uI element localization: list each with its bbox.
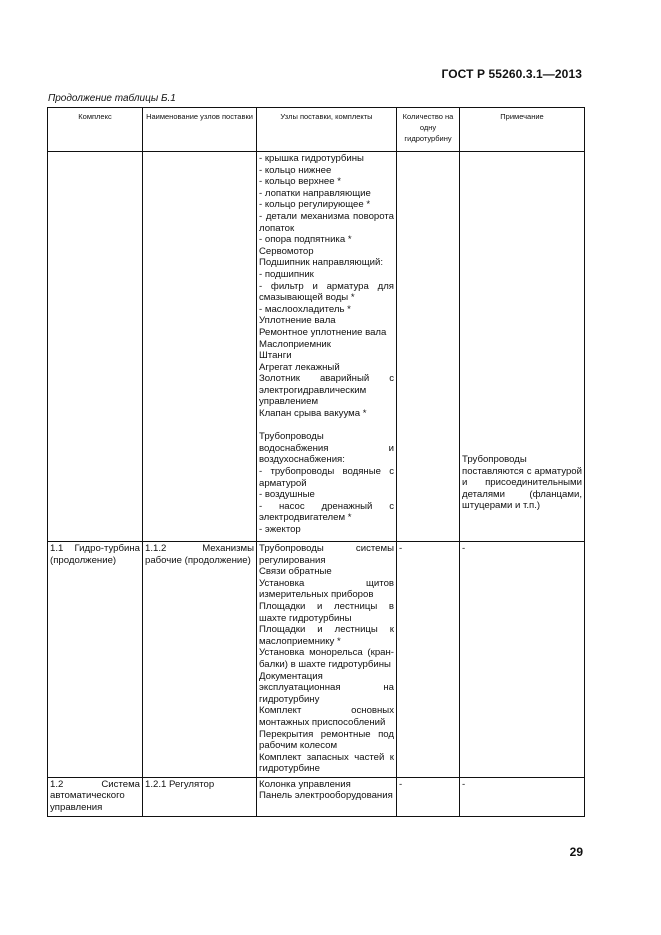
cell-complex — [48, 152, 143, 542]
item-line: Установка щитов измерительных приборов — [259, 577, 394, 601]
cell-items — [257, 152, 397, 542]
table-caption: Продолжение таблицы Б.1 — [48, 93, 176, 104]
item-line: Площадки и лестницы к маслоприемнику * — [259, 624, 394, 647]
column-header-quantity: Количество на одну гидротурбину — [397, 108, 460, 152]
page-number: 29 — [569, 845, 583, 859]
item-line: - маслоохладитель * — [259, 303, 351, 315]
cell-note: - — [460, 777, 585, 816]
item-line: Уплотнение вала — [259, 315, 336, 327]
item-line: - фильтр и арматура для смазывающей воды * — [259, 280, 394, 304]
table-row — [48, 777, 585, 816]
item-line: Трубопроводы водоснабжения и воздухоснабжения: — [259, 431, 394, 466]
item-line: - опора подпятника * — [259, 234, 352, 246]
item-line: Золотник аварийный с электрогидравлическим управлением — [259, 373, 394, 408]
item-line: Агрегат лекажный — [259, 361, 340, 373]
table-row — [48, 152, 585, 542]
item-line: - подшипник — [259, 268, 314, 280]
cell-node — [143, 152, 257, 542]
item-line: Маслоприемник — [259, 338, 331, 350]
item-line: Комплект запасных частей к гидротурбине — [259, 751, 394, 775]
item-line: - лопатки направляющие — [259, 187, 371, 199]
cell-quantity: - — [397, 542, 460, 778]
item-line: Подшипник направляющий: — [259, 257, 384, 269]
item-line: - кольцо нижнее — [259, 164, 332, 176]
item-line: Трубопроводы системы регулирования — [259, 543, 394, 566]
item-line: Панель электрооборудования — [259, 790, 393, 802]
column-header-complex: Комплекс — [48, 108, 143, 152]
cell-node: 1.1.2 Механизмы рабочие (продолжение) — [143, 542, 257, 778]
column-header-note: Примечание — [460, 108, 585, 152]
cell-note: Трубопроводы поставляются с арматурой и присоединительными деталями (фланцами, штуцерами и т.п.) — [460, 152, 585, 542]
item-line: Перекрытия ремонтные под рабочим колесом — [259, 728, 394, 752]
cell-items — [257, 777, 397, 816]
item-line: Сервомотор — [259, 245, 314, 257]
item-line: Штанги — [259, 350, 292, 362]
supply-table — [47, 107, 585, 817]
item-line: - трубопроводы водяные с арматурой — [259, 466, 394, 489]
column-header-items: Узлы поставки, комплекты — [257, 108, 397, 152]
item-line: - детали механизма поворота лопаток — [259, 210, 394, 234]
table-row — [48, 542, 585, 778]
item-line: Комплект основных монтажных приспособлений — [259, 705, 394, 728]
item-line: - воздушные — [259, 489, 315, 501]
item-spacer — [259, 420, 394, 432]
cell-quantity — [397, 152, 460, 542]
item-line: Колонка управления — [259, 778, 351, 790]
cell-note: - — [460, 542, 585, 778]
document-code: ГОСТ Р 55260.3.1—2013 — [441, 67, 582, 81]
cell-items — [257, 542, 397, 778]
item-line: - кольцо верхнее * — [259, 176, 341, 188]
item-line: Клапан срыва вакуума * — [259, 408, 367, 420]
item-line: Установка монорельса (кран-балки) в шахте гидротурбины — [259, 647, 394, 670]
item-line: - крышка гидротурбины — [259, 153, 364, 164]
item-line: - эжектор — [259, 524, 301, 535]
item-line: - насос дренажный с электродвигателем * — [259, 500, 394, 524]
cell-complex: 1.1 Гидро-турбина (продолжение) — [48, 542, 143, 778]
item-line: Связи обратные — [259, 566, 332, 578]
item-line: Площадки и лестницы в шахте гидротурбины — [259, 600, 394, 624]
item-line: Документация эксплуатационная на гидротурбину — [259, 670, 394, 705]
cell-node: 1.2.1 Регулятор — [143, 777, 257, 816]
column-header-node: Наименование узлов поставки — [143, 108, 257, 152]
item-line: - кольцо регулирующее * — [259, 199, 371, 211]
cell-complex: 1.2 Система автоматического управления — [48, 777, 143, 816]
table-header-row — [48, 108, 585, 152]
item-line: Ремонтное уплотнение вала — [259, 326, 387, 338]
cell-quantity: - — [397, 777, 460, 816]
